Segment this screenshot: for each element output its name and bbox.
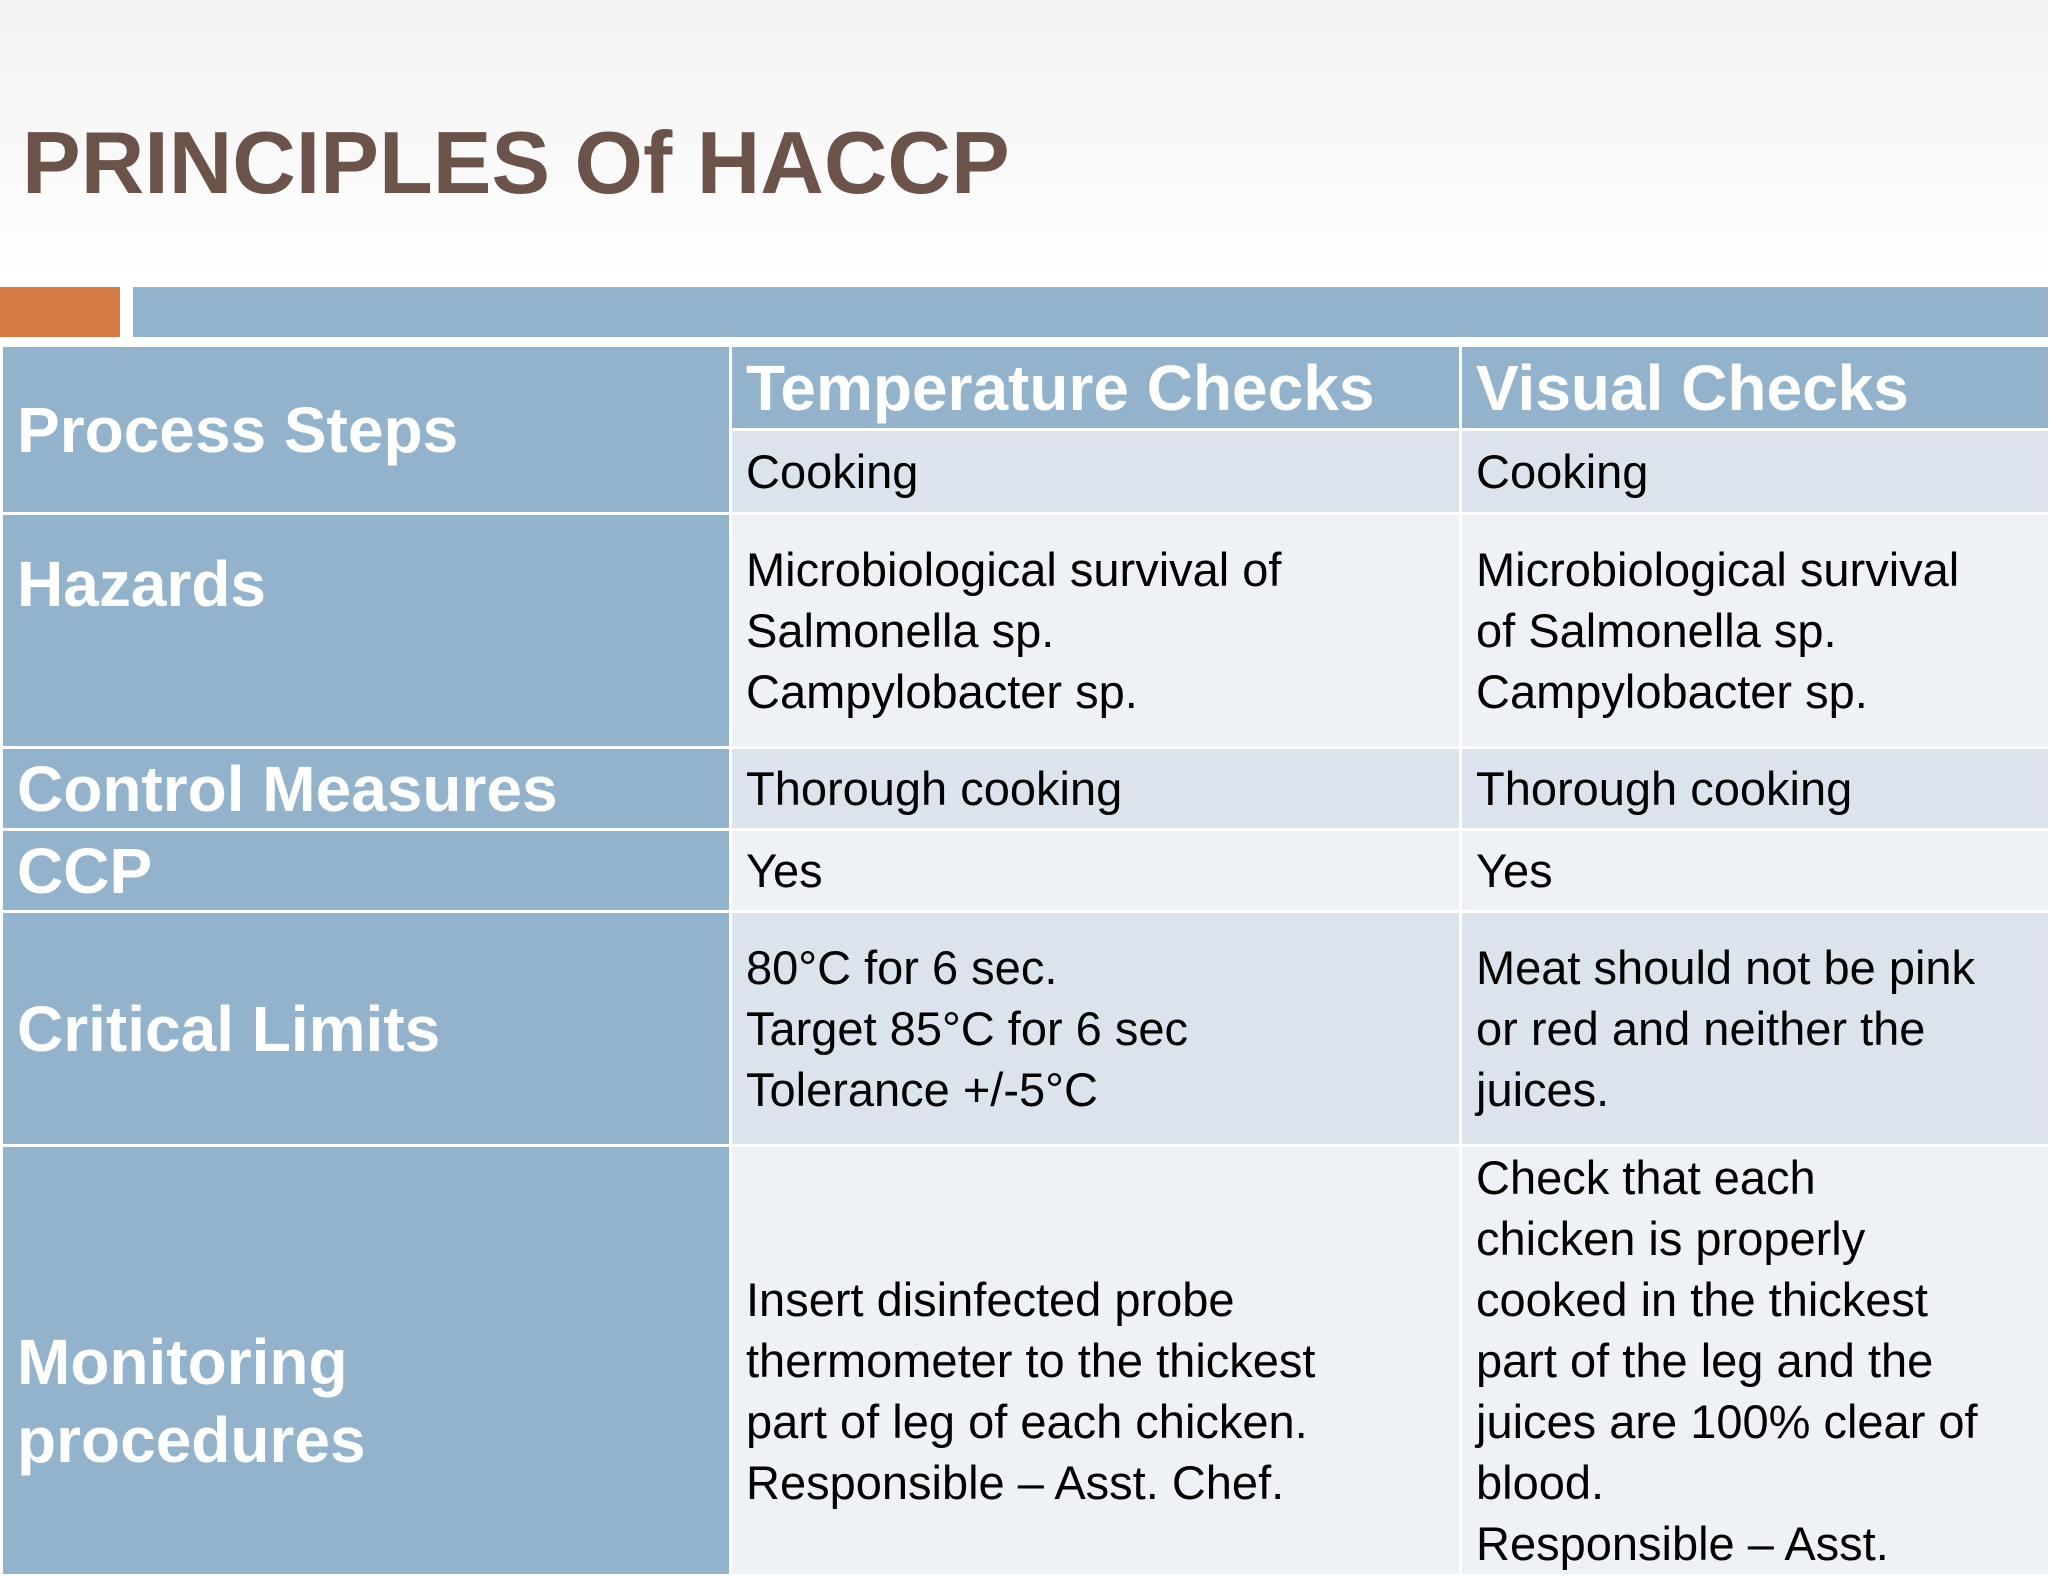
accent-bar-orange: [0, 287, 120, 337]
cell-text: 80°C for 6 sec. Target 85°C for 6 sec Tolerance +/-5°C: [746, 941, 1189, 1116]
header-visual-checks: [1461, 346, 2050, 430]
row-label-ccp: [2, 830, 731, 912]
cell-text: Microbiological survival of Salmonella sp. Campylobacter sp.: [746, 543, 1282, 718]
cell-text: Insert disinfected probe thermometer to the thickest part of leg of each chicken. Responsible – Asst. Chef.: [746, 1273, 1316, 1509]
cell-text: Meat should not be pink or red and neither the juices.: [1476, 941, 1976, 1116]
cell-text: Thorough cooking: [1476, 762, 1853, 815]
cell-ccp-visual: [1461, 830, 2050, 912]
row-label-monitoring: [2, 1146, 731, 1576]
cell-control-temperature: [731, 748, 1461, 830]
accent-bar-blue: [133, 287, 2048, 337]
table-row: [2, 912, 2050, 1146]
table-row: [2, 830, 2050, 912]
table-header-row: [2, 346, 2050, 430]
cell-text: Thorough cooking: [746, 762, 1123, 815]
cell-text: Yes: [746, 844, 823, 897]
header-temperature-checks: [731, 346, 1461, 430]
row-label-text: CCP: [17, 834, 153, 907]
cell-text: Yes: [1476, 844, 1553, 897]
row-label-text: Hazards: [17, 548, 266, 620]
cell-text: Cooking: [746, 445, 919, 498]
row-label-control-measures: [2, 748, 731, 830]
table-row: [2, 748, 2050, 830]
header-temperature-checks-text: Temperature Checks: [746, 351, 1375, 424]
header-visual-checks-text: Visual Checks: [1476, 351, 1909, 424]
row-label-text: Monitoring procedures: [17, 1326, 366, 1476]
cell-limits-temperature: [731, 912, 1461, 1146]
cell-monitoring-visual: [1461, 1146, 2050, 1576]
cell-hazards-temperature: [731, 514, 1461, 748]
row-label-text: Critical Limits: [17, 992, 441, 1065]
cell-hazards-visual: [1461, 514, 2050, 748]
row-label-hazards: [2, 514, 731, 748]
slide-title: PRINCIPLES Of HACCP: [22, 113, 1010, 212]
cell-ccp-temperature: [731, 830, 1461, 912]
cell-monitoring-temperature: [731, 1146, 1461, 1576]
haccp-table: [0, 344, 2051, 1577]
row-label-text: Control Measures: [17, 752, 558, 825]
table-row: [2, 1146, 2050, 1576]
cell-text: Cooking: [1476, 445, 1649, 498]
header-process-steps: [2, 346, 731, 514]
cell-step-visual: [1461, 430, 2050, 514]
cell-text: Check that each chicken is properly cooked in the thickest part of the leg and the juices are 100% clear of blood. Responsible – Asst.: [1476, 1151, 1978, 1570]
table-row: [2, 514, 2050, 748]
cell-step-temperature: [731, 430, 1461, 514]
cell-limits-visual: [1461, 912, 2050, 1146]
cell-text: Microbiological survival of Salmonella sp. Campylobacter sp.: [1476, 543, 1960, 718]
row-label-critical-limits: [2, 912, 731, 1146]
cell-control-visual: [1461, 748, 2050, 830]
header-process-steps-text: Process Steps: [17, 393, 459, 466]
